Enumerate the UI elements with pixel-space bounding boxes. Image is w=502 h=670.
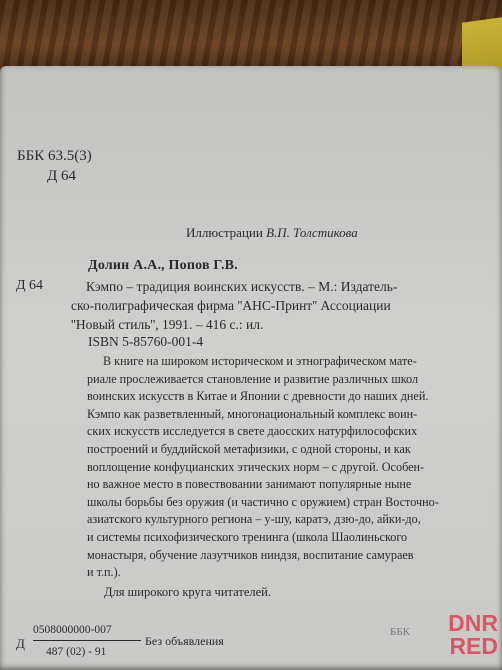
illustrations-artist: В.П. Толстикова bbox=[266, 225, 358, 240]
book-description bbox=[71, 277, 491, 334]
code-numerator: 0508000000-007 bbox=[33, 624, 112, 636]
description-line: ско-полиграфическая фирма ''АНС-Принт'' Ассоциации bbox=[71, 298, 391, 313]
abstract-line: воинских искусств в Китае и Японии с древности до наших дней. bbox=[87, 389, 429, 404]
code-letter: Д bbox=[16, 636, 25, 651]
abstract-line: монастыря, обучение лазутчиков ниндзя, воспитание самураев bbox=[87, 547, 414, 562]
illustrations-credit bbox=[186, 225, 358, 241]
no-announcement-note: Без объявления bbox=[145, 634, 224, 648]
catalog-index: Д 64 bbox=[16, 278, 44, 293]
abstract-line: риале прослеживается становление и развитие различных школ bbox=[87, 371, 419, 386]
watermark-line: DNR bbox=[448, 610, 498, 636]
abstract-line: Кэмпо как разветвленный, многонациональный комплекс воин- bbox=[87, 406, 418, 421]
illustrations-label: Иллюстрации bbox=[186, 225, 263, 240]
watermark-logo bbox=[418, 612, 498, 666]
abstract-line: и системы психофизического тренинга (школа Шаолиньского bbox=[87, 529, 408, 544]
abstract-line: школы борьбы без оружия (и частично с оружием) стран Восточно- bbox=[87, 494, 439, 509]
abstract-line: построений и буддийской метафизики, с одной стороны, и как bbox=[87, 441, 411, 456]
audience-note: Для широкого круга читателей. bbox=[104, 585, 271, 599]
abstract-line: но важное место в повествовании занимают популярные ныне bbox=[87, 477, 412, 492]
abstract-line: и т.п.). bbox=[87, 565, 121, 580]
description-line: ''Новый стиль'', 1991. – 416 с.: ил. bbox=[71, 317, 264, 332]
watermark-line: RED bbox=[449, 633, 498, 659]
abstract-line: ских искусств исследуется в свете даосских натурфилософских bbox=[87, 424, 418, 439]
faint-stamp: ББК bbox=[390, 626, 410, 638]
abstract-line: В книге на широком историческом и этнографическом мате- bbox=[103, 354, 417, 368]
book-authors: Долин А.А., Попов Г.В. bbox=[88, 258, 238, 273]
abstract-line: азиатского культурного региона – у-шу, каратэ, дзю-до, айки-до, bbox=[87, 512, 421, 527]
author-index: Д 64 bbox=[47, 168, 76, 184]
code-denominator: 487 (02) - 91 bbox=[46, 646, 107, 658]
abstract-line: воплощение конфуцианских этических норм – с другой. Особен- bbox=[87, 459, 425, 474]
isbn: ISBN 5-85760-001-4 bbox=[88, 334, 204, 349]
book-abstract bbox=[87, 353, 491, 582]
fraction-line bbox=[33, 640, 141, 641]
bbk-code: ББК 63.5(3) bbox=[17, 148, 92, 164]
description-line: Кэмпо – традиция воинских искусств. – М.: Издатель- bbox=[86, 279, 398, 294]
